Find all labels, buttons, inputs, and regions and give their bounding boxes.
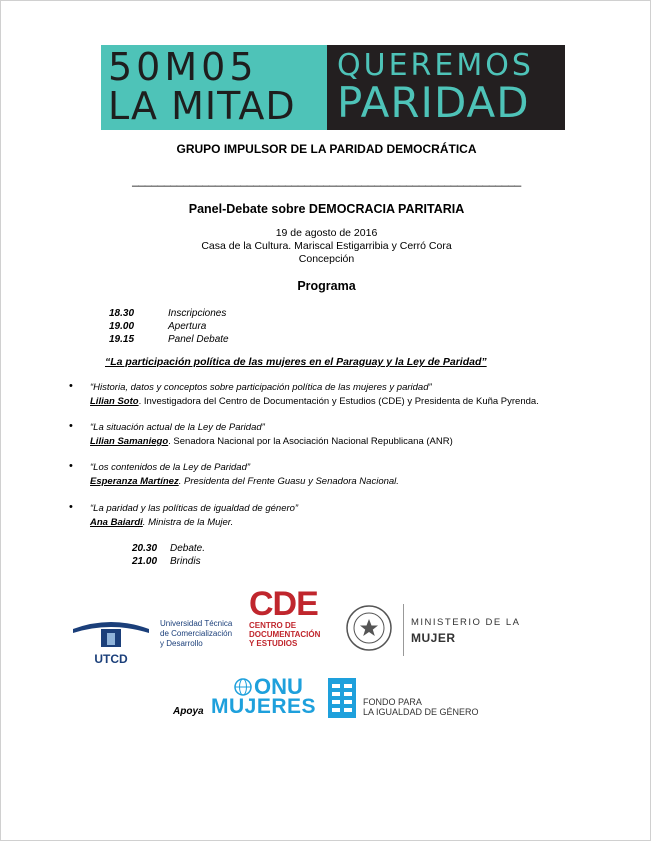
cde-name-line: Y ESTUDIOS [249,639,298,648]
schedule-time: 19.15 [109,334,135,345]
event-venue: Casa de la Cultura. Mariscal Estigarribia y Cerró Cora [201,240,452,252]
un-globe-icon [234,678,252,696]
talk-title: “La paridad y las políticas de igualdad de género” [90,503,299,514]
cde-name-line: DOCUMENTACIÓN [249,630,321,639]
talk-speaker-line [90,396,539,407]
banner-line-queremos: QUEREMOS [337,48,534,83]
talk-title: “Historia, datos y conceptos sobre participación política de las mujeres y paridad” [90,382,432,393]
utcd-name-line: y Desarrollo [160,639,203,648]
banner-left-panel [101,45,327,130]
support-label: Apoya [173,706,204,717]
utcd-name [160,619,232,649]
closing-activity: Debate. [170,543,206,554]
utcd-name-line: Universidad Técnica [160,619,233,628]
speaker-name: Lilian Samaniego [90,436,169,447]
talk-title: “Los contenidos de la Ley de Paridad” [90,462,251,473]
speaker-description: . Ministra de la Mujer. [142,517,234,528]
talk-speaker-line [90,436,453,447]
cde-logo [249,585,321,653]
schedule-activity: Panel Debate [168,334,229,345]
onu-label: ONU [254,674,303,699]
campaign-banner [101,45,565,130]
group-heading: GRUPO IMPULSOR DE LA PARIDAD DEMOCRÁTICA [176,142,477,156]
talk-title: “La situación actual de la Ley de Paridad” [90,422,265,433]
closing-activity: Brindis [170,556,201,567]
speaker-name: Esperanza Martínez [90,476,179,487]
mujeres-label: MUJERES [211,695,317,718]
ministry-name: MUJER [411,631,456,645]
banner-line-la-mitad: LA MITAD [108,84,296,128]
utcd-name-line: de Comercialización [160,629,233,638]
banner-line-paridad: PARIDAD [337,78,530,127]
logo-divider [403,604,404,656]
utcd-acronym: UTCD [94,652,128,665]
cde-acronym: CDE [249,585,318,623]
utcd-logo-icon [71,613,151,665]
schedule-activity: Inscripciones [168,308,227,319]
fund-emblem-icon [328,678,356,718]
speaker-description: . Senadora Nacional por la Asociación Nacional Republicana (ANR) [168,436,453,447]
schedule-time: 19.00 [109,321,135,332]
closing-row [132,542,282,555]
event-city: Concepción [298,253,355,265]
bullet-marker: • [69,501,73,513]
schedule-row [109,333,309,346]
speaker-description: . Presidenta del Frente Guasu y Senadora Nacional. [178,476,399,487]
cde-name-line: CENTRO DE [249,621,297,630]
program-title: Programa [297,279,356,293]
fund-name-line: FONDO PARA [363,697,422,707]
event-date: 19 de agosto de 2016 [275,227,378,239]
paraguay-seal-icon [345,604,393,652]
bullet-marker: • [69,420,73,432]
closing-time: 21.00 [132,556,158,567]
closing-row [132,555,282,568]
schedule-row [109,307,309,320]
speaker-description: . Investigadora del Centro de Documentación y Estudios (CDE) y Presidenta de Kuña Pyrenda. [138,396,539,407]
bullet-marker: • [69,380,73,392]
schedule-activity: Apertura [168,321,207,332]
schedule-time: 18.30 [109,308,135,319]
ministry-line: MINISTERIO DE LA [411,617,521,628]
fund-name-line: LA IGUALDAD DE GÉNERO [363,707,479,717]
panel-title: Panel-Debate sobre DEMOCRACIA PARITARIA [188,202,465,216]
closing-time: 20.30 [132,543,158,554]
speaker-name: Lilian Soto [90,396,139,407]
panel-theme: “La participación política de las mujeres en el Paraguay y la Ley de Paridad” [105,356,487,368]
separator-rule: _____________________________________________________________ [132,173,521,187]
banner-right-panel [327,45,565,130]
bullet-marker: • [69,460,73,472]
talk-speaker-line [90,517,233,528]
schedule-row [109,320,309,333]
speaker-name: Ana Baiardi [90,517,143,528]
banner-line-somos: 50M05 [108,45,258,89]
talk-speaker-line [90,476,399,487]
